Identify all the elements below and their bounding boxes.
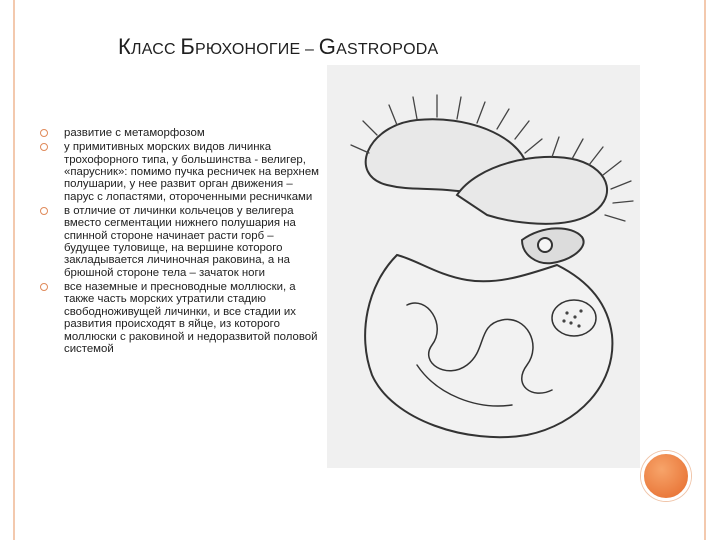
frame-left-line <box>13 0 15 540</box>
title-part: Б <box>180 34 196 59</box>
title-part: К <box>118 34 132 59</box>
title-part: – <box>300 41 319 58</box>
title-part: G <box>318 34 337 59</box>
title-part: ASTROPODA <box>336 41 439 58</box>
slide-title <box>118 34 588 60</box>
veliger-larva-illustration <box>327 65 640 468</box>
bullet-list <box>40 127 322 357</box>
title-part: РЮХОНОГИЕ <box>195 41 301 58</box>
bullet-icon <box>40 283 48 291</box>
bullet-item: все наземные и пресноводные моллюски, а также часть морских утратили стадию свободноживущей личинки, и все стадии их развития происходят в яйце, из которого моллюски с раковиной и недоразвитой половой системой <box>40 281 322 355</box>
decorative-orange-circle <box>641 451 691 501</box>
bullet-item: у примитивных морских видов личинка трохофорного типа, у большинства - велигер, «парусник»: помимо пучка ресничек на верхнем полушарии, у нее развит орган движения – парус с лопастями, отороченными ресничками <box>40 141 322 203</box>
bullet-item: в отличие от личинки кольчецов у велигера вместо сегментации нижнего полушария на спинной стороне начинает расти горб – будущее туловище, на вершине которого закладывается личиночная раковина, а на брюшной стороне тела – зачаток ноги <box>40 205 322 279</box>
bullet-item: развитие с метаморфозом <box>40 127 322 139</box>
bullet-icon <box>40 129 48 137</box>
bullet-icon <box>40 207 48 215</box>
larva-drawing <box>327 65 640 468</box>
bullet-icon <box>40 143 48 151</box>
title-part: ЛАСС <box>131 41 181 58</box>
frame-right-line <box>704 0 706 540</box>
